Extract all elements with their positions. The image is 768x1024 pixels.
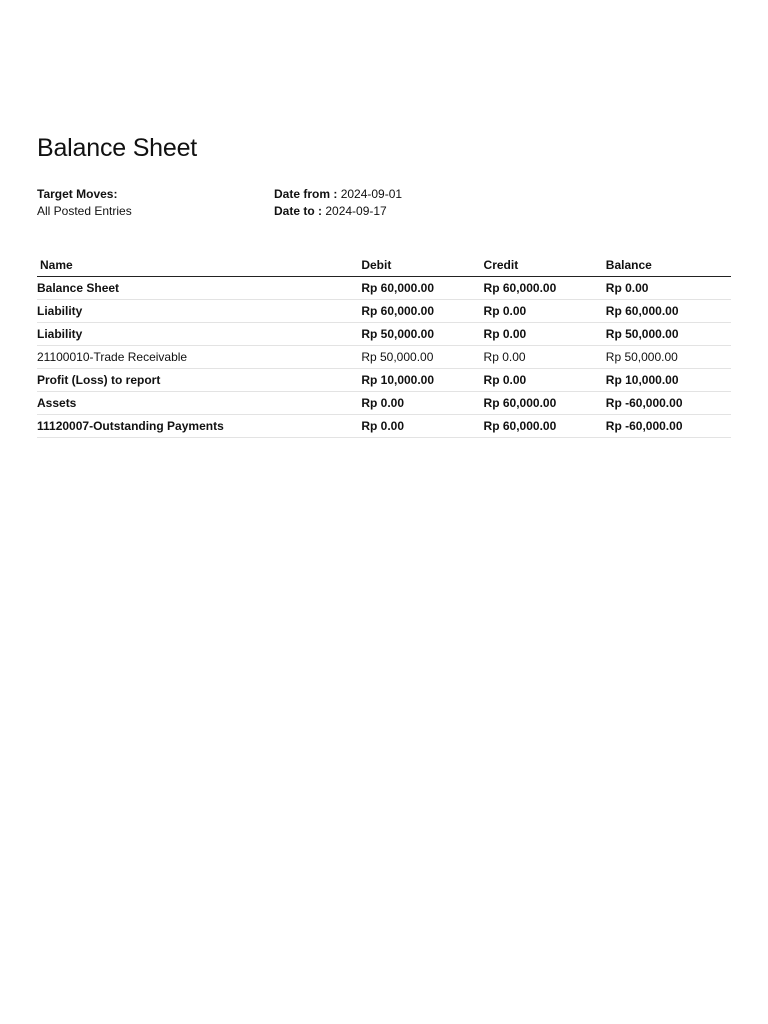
row-credit: Rp 0.00 xyxy=(481,346,603,369)
row-balance: Rp 10,000.00 xyxy=(603,369,731,392)
table-row xyxy=(37,346,731,369)
date-to-label: Date to : xyxy=(274,204,322,218)
target-moves-value: All Posted Entries xyxy=(37,204,132,218)
target-moves-block xyxy=(37,186,132,220)
date-to-line xyxy=(274,203,402,220)
row-name: 11120007-Outstanding Payments xyxy=(37,415,358,438)
row-name: Assets xyxy=(37,392,358,415)
row-balance: Rp 60,000.00 xyxy=(603,300,731,323)
balance-sheet-table xyxy=(37,254,731,438)
row-name: Profit (Loss) to report xyxy=(37,369,358,392)
table-row xyxy=(37,277,731,300)
table-row xyxy=(37,392,731,415)
date-from-line xyxy=(274,186,402,203)
row-balance: Rp 50,000.00 xyxy=(603,323,731,346)
row-debit: Rp 60,000.00 xyxy=(358,300,480,323)
row-credit: Rp 0.00 xyxy=(481,300,603,323)
header-credit: Credit xyxy=(481,254,603,277)
row-name: Liability xyxy=(37,300,358,323)
header-name: Name xyxy=(37,254,358,277)
row-debit: Rp 0.00 xyxy=(358,392,480,415)
row-balance: Rp -60,000.00 xyxy=(603,415,731,438)
header-debit: Debit xyxy=(358,254,480,277)
row-credit: Rp 60,000.00 xyxy=(481,277,603,300)
row-balance: Rp 0.00 xyxy=(603,277,731,300)
row-debit: Rp 0.00 xyxy=(358,415,480,438)
row-name: 21100010-Trade Receivable xyxy=(37,346,358,369)
row-balance: Rp 50,000.00 xyxy=(603,346,731,369)
row-balance: Rp -60,000.00 xyxy=(603,392,731,415)
date-from-value: 2024-09-01 xyxy=(340,187,403,201)
row-debit: Rp 10,000.00 xyxy=(358,369,480,392)
row-name: Liability xyxy=(37,323,358,346)
target-moves-label: Target Moves: xyxy=(37,187,118,201)
header-balance: Balance xyxy=(603,254,731,277)
row-credit: Rp 0.00 xyxy=(481,369,603,392)
table-row xyxy=(37,300,731,323)
row-debit: Rp 60,000.00 xyxy=(358,277,480,300)
table-row xyxy=(37,369,731,392)
row-credit: Rp 60,000.00 xyxy=(481,392,603,415)
table-header-row xyxy=(37,254,731,277)
date-range-block xyxy=(274,186,402,220)
date-to-value: 2024-09-17 xyxy=(325,204,387,218)
row-credit: Rp 0.00 xyxy=(481,323,603,346)
row-name: Balance Sheet xyxy=(37,277,358,300)
row-debit: Rp 50,000.00 xyxy=(358,323,480,346)
table-row xyxy=(37,415,731,438)
date-from-label: Date from : xyxy=(274,187,338,201)
page-title: Balance Sheet xyxy=(37,134,198,162)
row-debit: Rp 50,000.00 xyxy=(358,346,480,369)
table-row xyxy=(37,323,731,346)
row-credit: Rp 60,000.00 xyxy=(481,415,603,438)
